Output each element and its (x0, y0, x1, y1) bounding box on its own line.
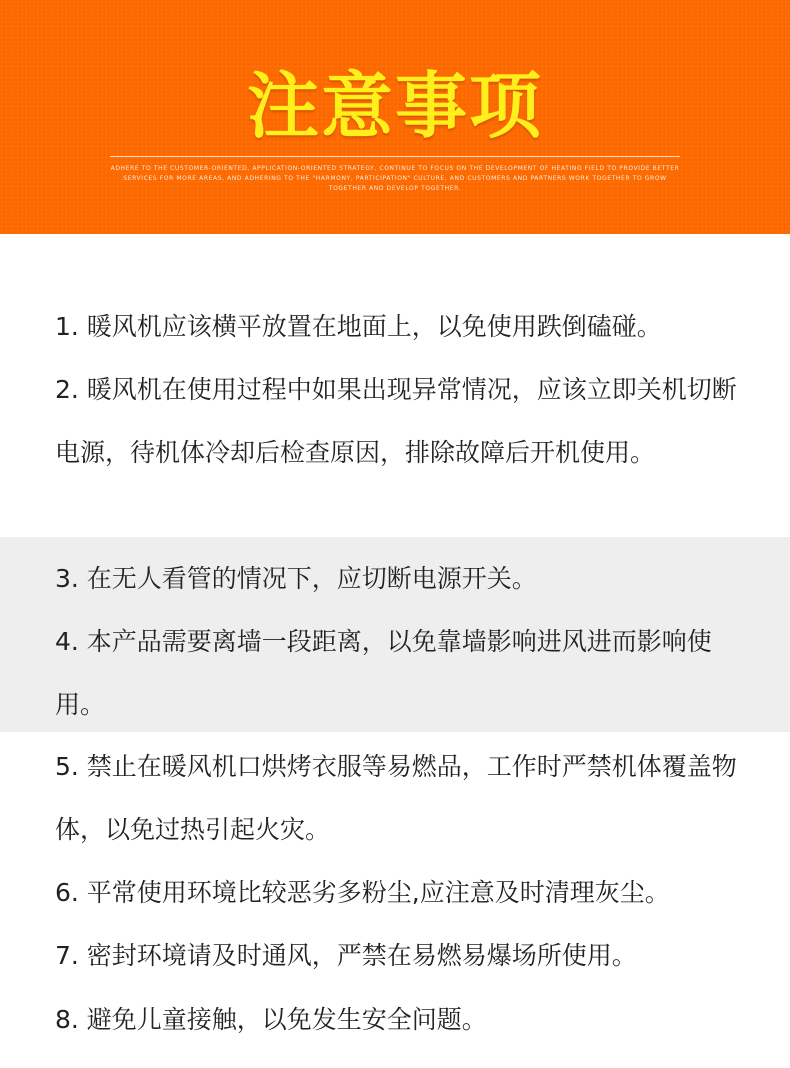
header-subtitle: ADHERE TO THE CUSTOMER-ORIENTED, APPLICATION-ORIENTED STRATEGY, CONTINUE TO FOCUS ON THE DEVELOPMENT OF HEATING FIELD TO PROVIDE BETTER SERVICES FOR MORE AREAS, AND ADHERING TO THE "HARMONY, PARTICIPATION" CULTURE, AND CUSTOMERS AND PARTNERS WORK TOGETHER TO GROW TOGETHER AND DEVELOP TOGETHER. (110, 165, 680, 192)
notice-item-5: 5. 禁止在暖风机口烘烤衣服等易燃品，工作时严禁机体覆盖物体，以免过热引起火灾。 (55, 752, 737, 844)
page-title: 注意事项 (246, 64, 543, 148)
title-divider (110, 156, 680, 157)
notice-item-2: 2. 暖风机在使用过程中如果出现异常情况，应该立即关机切断电源，待机体冷却后检查原因，排除故障后开机使用。 (55, 375, 737, 467)
notice-item-1: 1. 暖风机应该横平放置在地面上，以免使用跌倒磕碰。 (55, 312, 662, 341)
notice-item-4: 4. 本产品需要离墙一段距离，以免靠墙影响进风进而影响使用。 (55, 627, 712, 719)
notice-item-6: 6. 平常使用环境比较恶劣多粉尘,应注意及时清理灰尘。 (55, 878, 670, 907)
notice-item-8: 8. 避免儿童接触，以免发生安全问题。 (55, 1005, 487, 1034)
notice-item-3: 3. 在无人看管的情况下，应切断电源开关。 (55, 564, 537, 593)
header-banner (0, 0, 790, 234)
notice-item-7: 7. 密封环境请及时通风，严禁在易燃易爆场所使用。 (55, 941, 637, 970)
